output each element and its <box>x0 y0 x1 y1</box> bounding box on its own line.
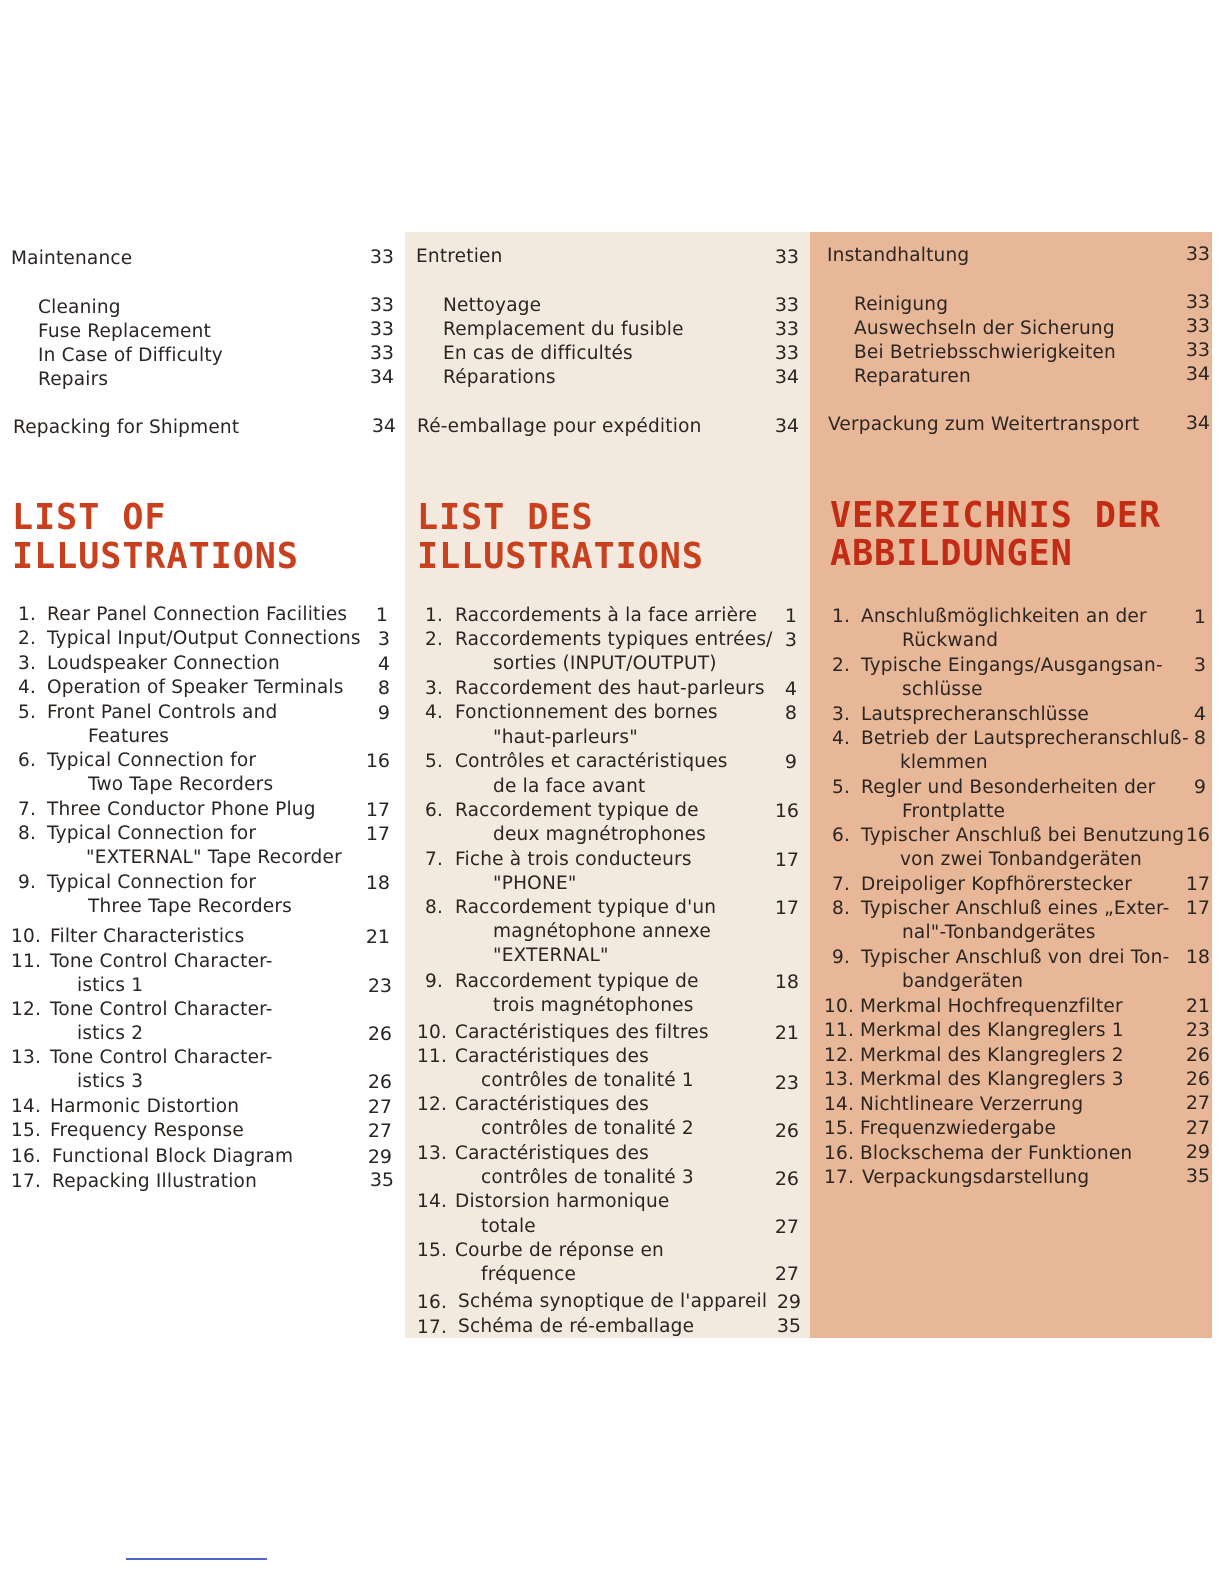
toc-entry-label: Nettoyage <box>443 295 542 316</box>
list-item-page: 27 <box>367 1120 392 1142</box>
list-item-page: 8 <box>377 677 390 699</box>
list-item-title: Caractéristiques des <box>455 1143 649 1164</box>
list-item-number: 16. <box>824 1143 855 1164</box>
list-item-number: 5. <box>425 751 444 772</box>
list-item-title: Caractéristiques des <box>455 1094 649 1115</box>
list-item-page: 9 <box>377 702 390 724</box>
list-item-page: 3 <box>377 628 390 650</box>
list-item-page: 18 <box>1185 946 1210 968</box>
list-item-title: Raccordements à la face arrière <box>455 605 758 626</box>
list-item-number: 13. <box>11 1047 42 1068</box>
list-item-number: 9. <box>425 971 444 992</box>
list-item-title-cont: de la face avant <box>493 776 646 797</box>
list-item-title: Merkmal des Klangreglers 2 <box>860 1045 1124 1066</box>
list-item-page: 1 <box>784 605 797 627</box>
list-item-page: 3 <box>1193 654 1206 676</box>
list-item-title: Functional Block Diagram <box>52 1146 294 1167</box>
bottom-rule <box>126 1558 267 1560</box>
list-item-number: 16. <box>11 1146 42 1167</box>
list-item-number: 17. <box>824 1167 855 1188</box>
list-item-page: 29 <box>1185 1141 1210 1163</box>
toc-entry-label: Ré-emballage pour expédition <box>417 416 702 437</box>
list-item-number: 8. <box>425 897 444 918</box>
list-item-title: Fiche à trois conducteurs <box>455 849 692 870</box>
toc-entry-label: Entretien <box>416 246 503 267</box>
list-item-title: Tone Control Character- <box>50 951 273 972</box>
toc-entry-page: 34 <box>371 415 396 437</box>
section-heading-line1: VERZEICHNIS DER <box>830 495 1162 537</box>
list-item-title-cont: Frontplatte <box>902 801 1006 822</box>
list-item-number: 11. <box>824 1020 855 1041</box>
list-item-title: Regler und Besonderheiten der <box>861 777 1156 798</box>
list-item-number: 2. <box>18 628 37 649</box>
list-item-title-cont: contrôles de tonalité 2 <box>481 1118 694 1139</box>
list-item-number: 14. <box>824 1094 855 1115</box>
list-item-title: Schéma synoptique de l'appareil <box>458 1291 768 1312</box>
toc-entry-label: In Case of Difficulty <box>38 345 223 366</box>
toc-entry-page: 34 <box>369 366 394 388</box>
list-item-page: 35 <box>369 1169 394 1191</box>
toc-entry-label: Verpackung zum Weitertransport <box>828 414 1140 435</box>
list-item-title: Operation of Speaker Terminals <box>47 677 344 698</box>
list-item-page: 17 <box>1185 873 1210 895</box>
list-item-number: 11. <box>417 1046 448 1067</box>
toc-entry-page: 33 <box>774 246 799 268</box>
list-item-number: 13. <box>417 1143 448 1164</box>
list-item-page: 21 <box>365 926 390 948</box>
list-item-page: 16 <box>774 800 799 822</box>
list-item-title: Typischer Anschluß bei Benutzung <box>861 825 1185 846</box>
list-item-title-cont: fréquence <box>481 1264 577 1285</box>
list-item-number: 4. <box>425 702 444 723</box>
list-item-title-cont: istics 2 <box>77 1023 144 1044</box>
list-item-title-cont: von zwei Tonbandgeräten <box>900 849 1142 870</box>
list-item-number: 3. <box>832 704 851 725</box>
list-item-page: 9 <box>784 751 797 773</box>
list-item-page: 27 <box>774 1263 799 1285</box>
list-item-title: Raccordements typiques entrées/ <box>455 629 773 650</box>
list-item-number: 6. <box>18 750 37 771</box>
list-item-title: Typical Input/Output Connections <box>47 628 361 649</box>
list-item-title: Frequenzwiedergabe <box>860 1118 1057 1139</box>
list-item-title: Betrieb der Lautsprecheranschluß- <box>861 728 1189 749</box>
list-item-number: 13. <box>824 1069 855 1090</box>
list-item-number: 14. <box>11 1096 42 1117</box>
toc-entry-page: 33 <box>369 318 394 340</box>
list-item-title: Rear Panel Connection Facilities <box>47 604 348 625</box>
toc-entry-label: Cleaning <box>38 297 121 318</box>
list-item-page: 17 <box>1185 897 1210 919</box>
list-item-number: 10. <box>417 1022 448 1043</box>
toc-entry-label: Reparaturen <box>854 366 971 387</box>
list-item-page: 18 <box>774 971 799 993</box>
list-item-title-cont: Features <box>88 726 170 747</box>
section-heading-line2: ILLUSTRATIONS <box>417 536 704 578</box>
list-item-title: Blockschema der Funktionen <box>860 1143 1133 1164</box>
toc-entry-label: Maintenance <box>11 248 133 269</box>
list-item-title-cont: contrôles de tonalité 1 <box>481 1070 694 1091</box>
toc-entry-page: 33 <box>1185 291 1210 313</box>
toc-entry-label: Reinigung <box>854 294 949 315</box>
list-item-title: Frequency Response <box>50 1120 244 1141</box>
list-item-title: Raccordement typique de <box>455 800 699 821</box>
list-item-page: 18 <box>365 872 390 894</box>
list-item-title-cont: "EXTERNAL" <box>493 945 609 966</box>
list-item-page: 17 <box>365 799 390 821</box>
list-item-title-cont: Rückwand <box>902 630 999 651</box>
list-item-page: 4 <box>1193 703 1206 725</box>
list-item-number: 6. <box>425 800 444 821</box>
list-item-title-cont: istics 3 <box>77 1071 144 1092</box>
list-item-title: Typischer Anschluß eines „Exter- <box>861 898 1170 919</box>
section-heading-line1: LIST DES <box>417 497 594 539</box>
list-item-number: 7. <box>425 849 444 870</box>
list-item-page: 17 <box>774 849 799 871</box>
list-item-title: Tone Control Character- <box>50 1047 273 1068</box>
list-item-page: 26 <box>774 1168 799 1190</box>
list-item-page: 16 <box>365 750 390 772</box>
list-item-title-cont: nal"-Tonbandgerätes <box>902 922 1096 943</box>
list-item-page: 35 <box>776 1315 801 1337</box>
toc-entry-page: 34 <box>1185 363 1210 385</box>
list-item-title-cont: "PHONE" <box>493 873 577 894</box>
list-item-number: 11. <box>11 951 42 972</box>
toc-entry-label: Instandhaltung <box>827 245 970 266</box>
list-item-page: 26 <box>367 1023 392 1045</box>
list-item-number: 2. <box>425 629 444 650</box>
toc-entry-page: 34 <box>1185 412 1210 434</box>
list-item-title: Schéma de ré-emballage <box>458 1316 695 1337</box>
column-french <box>405 232 810 1338</box>
toc-entry-label: Réparations <box>443 367 556 388</box>
list-item-page: 27 <box>1185 1092 1210 1114</box>
list-item-title-cont: "haut-parleurs" <box>493 727 638 748</box>
toc-entry-page: 34 <box>774 366 799 388</box>
toc-entry-label: En cas de difficultés <box>443 343 633 364</box>
list-item-page: 17 <box>365 823 390 845</box>
list-item-number: 12. <box>417 1094 448 1115</box>
list-item-page: 3 <box>784 629 797 651</box>
list-item-title: Typischer Anschluß von drei Ton- <box>861 947 1170 968</box>
list-item-page: 8 <box>1193 727 1206 749</box>
list-item-page: 21 <box>774 1022 799 1044</box>
list-item-number: 3. <box>18 653 37 674</box>
list-item-number: 5. <box>832 777 851 798</box>
list-item-title: Courbe de réponse en <box>455 1240 664 1261</box>
toc-entry-page: 33 <box>369 246 394 268</box>
list-item-title-cont: totale <box>481 1216 536 1237</box>
list-item-page: 26 <box>367 1071 392 1093</box>
list-item-page: 29 <box>367 1146 392 1168</box>
list-item-page: 27 <box>367 1096 392 1118</box>
list-item-title: Typical Connection for <box>47 750 257 771</box>
list-item-title: Dreipoliger Kopfhörerstecker <box>861 874 1133 895</box>
list-item-title: Anschlußmöglichkeiten an der <box>861 606 1147 627</box>
list-item-number: 4. <box>832 728 851 749</box>
list-item-title-cont: contrôles de tonalité 3 <box>481 1167 694 1188</box>
list-item-title: Repacking Illustration <box>52 1171 257 1192</box>
toc-entry-label: Remplacement du fusible <box>443 319 684 340</box>
toc-entry-label: Repacking for Shipment <box>13 417 240 438</box>
list-item-title: Typische Eingangs/Ausgangsan- <box>861 655 1163 676</box>
section-heading-line2: ABBILDUNGEN <box>830 533 1073 575</box>
list-item-page: 27 <box>774 1216 799 1238</box>
list-item-page: 17 <box>774 897 799 919</box>
list-item-page: 35 <box>1185 1165 1210 1187</box>
toc-entry-page: 33 <box>1185 315 1210 337</box>
list-item-page: 26 <box>1185 1044 1210 1066</box>
list-item-number: 8. <box>18 823 37 844</box>
list-item-number: 7. <box>18 799 37 820</box>
list-item-title-cont: deux magnétrophones <box>493 824 706 845</box>
list-item-title: Typical Connection for <box>47 872 257 893</box>
toc-entry-page: 33 <box>369 294 394 316</box>
toc-entry-page: 33 <box>774 342 799 364</box>
list-item-page: 1 <box>1193 606 1206 628</box>
list-item-title-cont: "EXTERNAL" Tape Recorder <box>86 847 342 868</box>
list-item-title: Harmonic Distortion <box>50 1096 240 1117</box>
list-item-title: Loudspeaker Connection <box>47 653 280 674</box>
list-item-title: Merkmal des Klangreglers 1 <box>860 1020 1124 1041</box>
list-item-page: 29 <box>776 1291 801 1313</box>
toc-entry-page: 33 <box>1185 339 1210 361</box>
list-item-title: Front Panel Controls and <box>47 702 278 723</box>
list-item-page: 23 <box>367 975 392 997</box>
list-item-title: Fonctionnement des bornes <box>455 702 718 723</box>
toc-entry-page: 33 <box>774 294 799 316</box>
list-item-number: 5. <box>18 702 37 723</box>
list-item-title: Lautsprecheranschlüsse <box>861 704 1089 725</box>
list-item-number: 10. <box>11 926 42 947</box>
list-item-title-cont: Two Tape Recorders <box>88 774 274 795</box>
list-item-number: 15. <box>824 1118 855 1139</box>
list-item-page: 23 <box>1185 1019 1210 1041</box>
list-item-number: 7. <box>832 874 851 895</box>
list-item-number: 12. <box>824 1045 855 1066</box>
toc-entry-label: Bei Betriebsschwierigkeiten <box>854 342 1116 363</box>
list-item-number: 8. <box>832 898 851 919</box>
list-item-number: 3. <box>425 678 444 699</box>
list-item-number: 9. <box>832 947 851 968</box>
list-item-title: Caractéristiques des filtres <box>455 1022 709 1043</box>
list-item-title-cont: trois magnétophones <box>493 995 694 1016</box>
list-item-number: 4. <box>18 677 37 698</box>
list-item-page: 9 <box>1193 776 1206 798</box>
list-item-number: 10. <box>824 996 855 1017</box>
list-item-number: 17. <box>417 1317 448 1338</box>
list-item-number: 2. <box>832 655 851 676</box>
toc-entry-page: 34 <box>774 415 799 437</box>
section-heading-line1: LIST OF <box>12 497 167 539</box>
list-item-number: 6. <box>832 825 851 846</box>
section-heading-line2: ILLUSTRATIONS <box>12 536 299 578</box>
list-item-number: 1. <box>425 605 444 626</box>
list-item-page: 1 <box>375 604 388 626</box>
list-item-number: 1. <box>18 604 37 625</box>
list-item-title: Three Conductor Phone Plug <box>47 799 316 820</box>
list-item-title: Filter Characteristics <box>50 926 245 947</box>
list-item-title: Caractéristiques des <box>455 1046 649 1067</box>
list-item-title: Typical Connection for <box>47 823 257 844</box>
list-item-page: 26 <box>774 1120 799 1142</box>
list-item-title-cont: magnétophone annexe <box>493 921 711 942</box>
list-item-number: 15. <box>417 1240 448 1261</box>
list-item-number: 15. <box>11 1120 42 1141</box>
column-english <box>0 232 405 1338</box>
list-item-title: Raccordement typique d'un <box>455 897 717 918</box>
list-item-title: Tone Control Character- <box>50 999 273 1020</box>
list-item-page: 8 <box>784 702 797 724</box>
list-item-page: 26 <box>1185 1068 1210 1090</box>
list-item-title-cont: istics 1 <box>77 975 144 996</box>
list-item-title-cont: bandgeräten <box>902 971 1024 992</box>
list-item-title: Contrôles et caractéristiques <box>455 751 728 772</box>
list-item-page: 4 <box>784 678 797 700</box>
list-item-page: 16 <box>1185 824 1210 846</box>
toc-entry-label: Repairs <box>38 369 109 390</box>
list-item-title: Merkmal Hochfrequenzfilter <box>860 996 1123 1017</box>
list-item-title: Raccordement typique de <box>455 971 699 992</box>
toc-entry-page: 33 <box>774 318 799 340</box>
toc-entry-label: Fuse Replacement <box>38 321 212 342</box>
toc-entry-label: Auswechseln der Sicherung <box>854 318 1115 339</box>
list-item-title: Merkmal des Klangreglers 3 <box>860 1069 1124 1090</box>
list-item-title-cont: sorties (INPUT/OUTPUT) <box>493 653 717 674</box>
list-item-title: Nichtlineare Verzerrung <box>860 1094 1084 1115</box>
list-item-number: 1. <box>832 606 851 627</box>
list-item-title-cont: schlüsse <box>902 679 983 700</box>
list-item-title: Raccordement des haut-parleurs <box>455 678 765 699</box>
list-item-page: 23 <box>774 1072 799 1094</box>
list-item-number: 16. <box>417 1292 448 1313</box>
list-item-title: Verpackungsdarstellung <box>862 1167 1090 1188</box>
list-item-number: 17. <box>11 1171 42 1192</box>
list-item-page: 4 <box>377 653 390 675</box>
column-german <box>810 232 1212 1338</box>
list-item-title: Distorsion harmonique <box>455 1191 670 1212</box>
list-item-number: 12. <box>11 999 42 1020</box>
toc-entry-page: 33 <box>1185 243 1210 265</box>
list-item-title-cont: klemmen <box>900 752 988 773</box>
list-item-page: 21 <box>1185 995 1210 1017</box>
toc-entry-page: 33 <box>369 342 394 364</box>
list-item-number: 9. <box>18 872 37 893</box>
list-item-number: 14. <box>417 1191 448 1212</box>
list-item-page: 27 <box>1185 1117 1210 1139</box>
list-item-title-cont: Three Tape Recorders <box>88 896 292 917</box>
